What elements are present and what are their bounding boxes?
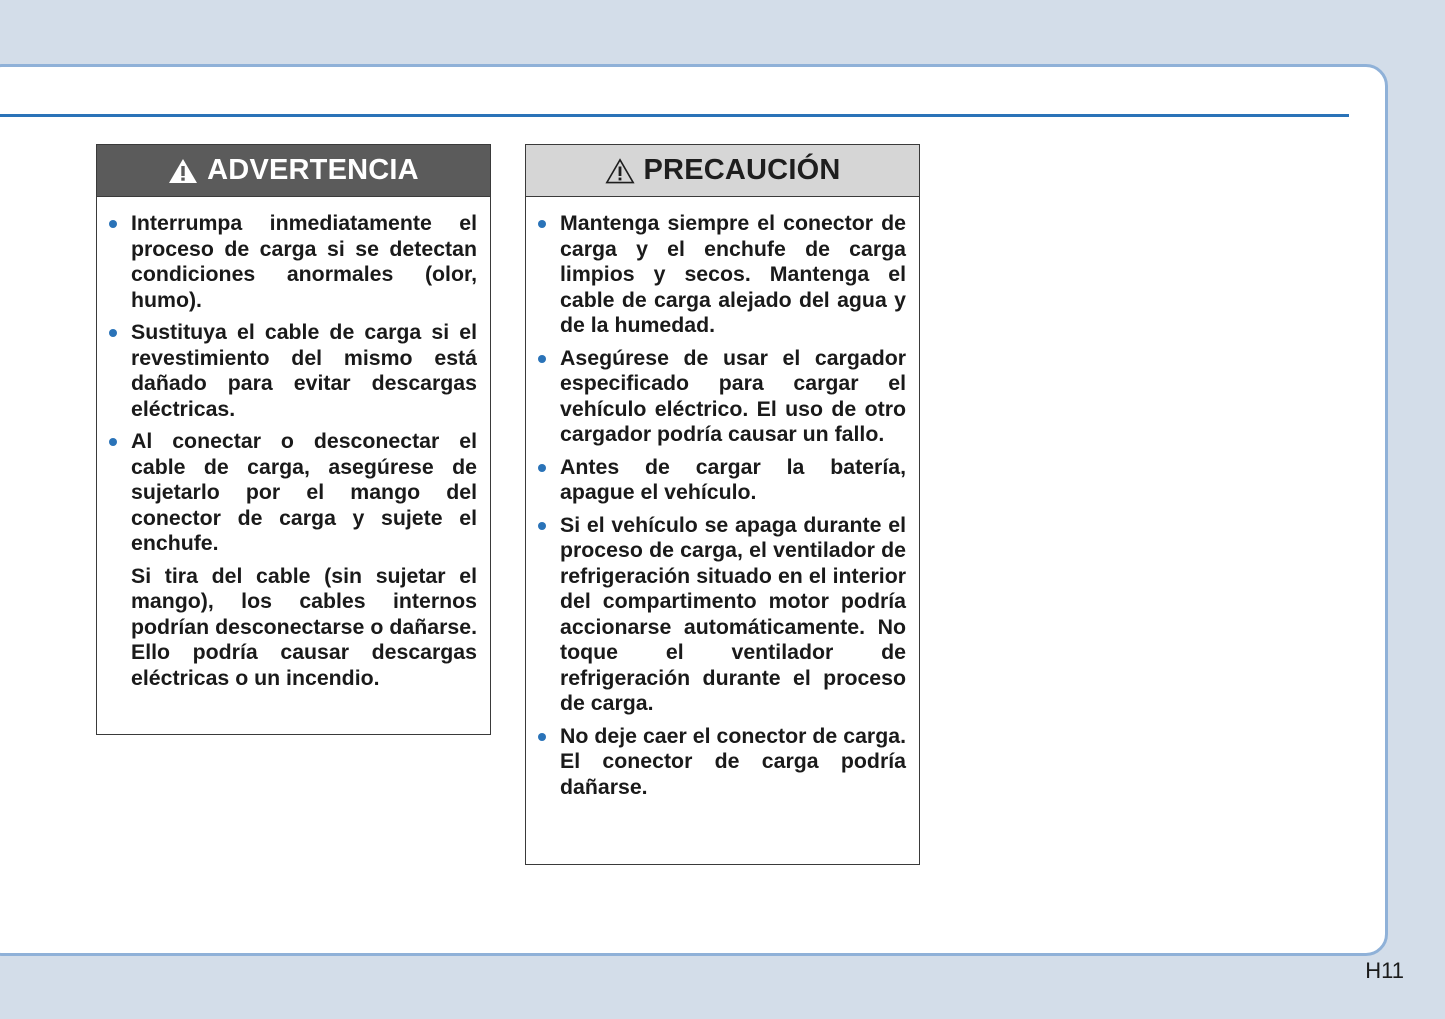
caution-item: Si el vehículo se apaga durante el proceso de carga, el ventilador de refrigeración situado en el interior del compartimento motor podría accionarse automáticamente. No toque el ventilador de refrigeración durante el proceso de carga. — [538, 513, 906, 717]
warning-note: Si tira del cable (sin sujetar el mango), los cables internos podrían desconectarse o dañarse. Ello podría causar descargas eléctricas o un incendio. — [131, 563, 477, 690]
warning-box — [96, 144, 491, 735]
bullet-icon — [538, 733, 546, 741]
header-rule — [0, 114, 1349, 117]
bullet-icon — [109, 220, 117, 228]
bullet-icon — [538, 522, 546, 530]
warning-item: Interrumpa inmediatamente el proceso de carga si se detectan condiciones anormales (olor, humo). — [109, 211, 477, 313]
bullet-icon — [109, 438, 117, 446]
bullet-icon — [538, 464, 546, 472]
caution-title: PRECAUCIÓN — [643, 154, 841, 186]
caution-item: Mantenga siempre el conector de carga y el enchufe de carga limpios y secos. Mantenga el cable de carga alejado del agua y de la humedad. — [538, 211, 906, 339]
caution-item: Antes de cargar la batería, apague el vehículo. — [538, 455, 906, 506]
bullet-icon — [109, 329, 117, 337]
caution-item: No deje caer el conector de carga. El conector de carga podría dañarse. — [538, 724, 906, 801]
caution-header — [526, 145, 919, 197]
warning-body — [97, 197, 490, 691]
warning-header — [97, 145, 490, 197]
caution-box — [525, 144, 920, 865]
warning-title: ADVERTENCIA — [207, 154, 419, 186]
page-number: H11 — [1365, 958, 1404, 983]
warning-item: Al conectar o desconectar el cable de carga, asegúrese de sujetarlo por el mango del conector de carga y sujete el enchufe. — [109, 429, 477, 557]
warning-item: Sustituya el cable de carga si el revestimiento del mismo está dañado para evitar descargas eléctricas. — [109, 320, 477, 422]
bullet-icon — [538, 355, 546, 363]
caution-item: Asegúrese de usar el cargador especificado para cargar el vehículo eléctrico. El uso de otro cargador podría causar un fallo. — [538, 346, 906, 448]
caution-body — [526, 197, 919, 800]
caution-triangle-icon — [605, 158, 635, 184]
bullet-icon — [538, 220, 546, 228]
warning-triangle-icon — [168, 158, 198, 184]
